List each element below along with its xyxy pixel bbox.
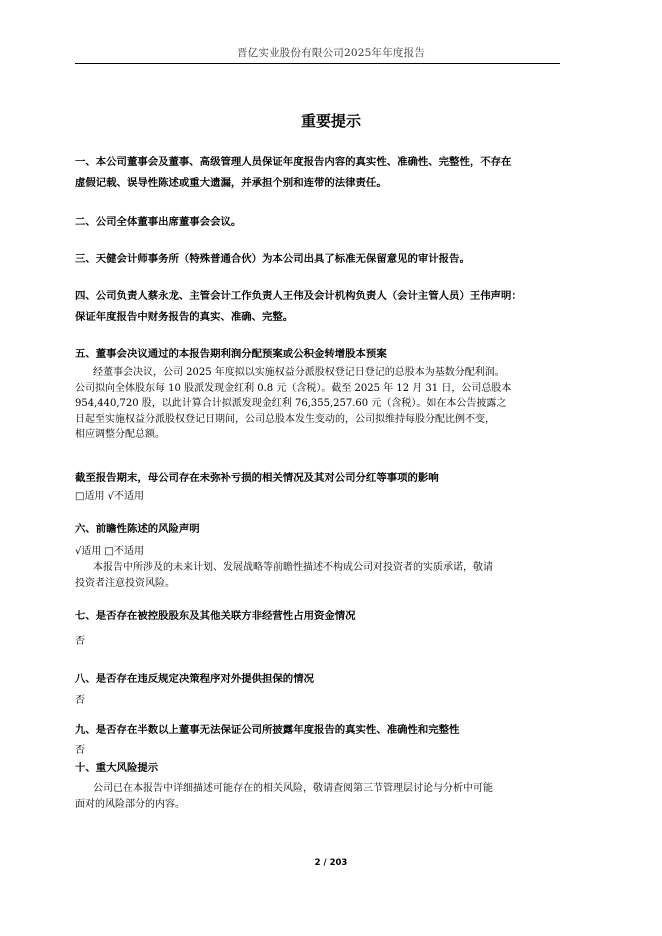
header-divider: [75, 63, 560, 64]
section-6-heading: 六、前瞻性陈述的风险声明: [75, 523, 200, 535]
page-number: 2 / 203: [314, 858, 348, 868]
section-10-line-2: 面对的风险部分的内容。: [75, 798, 185, 810]
section-10: [75, 758, 562, 812]
section-5-line-2: 公司拟向全体股东每 10 股派发现金红利 0.8 元（含税）。截至 2025 年 12 月 31 日，公司总股本: [75, 382, 512, 394]
section-8-heading: 八、是否存在违反规定决策程序对外提供担保的情况: [75, 673, 314, 685]
section-5-line-3: 954,440,720 股，以此计算合计拟派发现金红利 76,355,257.60 元（含税）。如在本公告披露之: [75, 398, 507, 409]
section-1-line-2: 虚假记载、误导性陈述或重大遗漏，并承担个别和连带的法律责任。: [75, 177, 387, 189]
section-6-line-2: 投资者注意投资风险。: [75, 577, 175, 589]
section-8-answer: 否: [75, 695, 85, 706]
section-9-answer: 否: [75, 745, 85, 756]
section-10-heading: 十、重大风险提示: [75, 762, 159, 774]
section-5: [75, 344, 562, 443]
section-8: [75, 669, 562, 709]
section-1: [75, 152, 562, 194]
applicability-options: □适用 √不适用: [75, 491, 144, 502]
section-5-line-1: 经董事会决议，公司 2025 年度拟以实施权益分派股权登记日登记的总股本为基数分配利润。: [93, 367, 505, 378]
section-7-heading: 七、是否存在被控股股东及其他关联方非经营性占用资金情况: [75, 610, 356, 622]
section-7-answer: 否: [75, 636, 85, 647]
running-header: 晋亿实业股份有限公司2025年年度报告: [236, 47, 426, 59]
page-title: 重要提示: [300, 112, 361, 130]
section-5-line-4: 日起至实施权益分派股权登记日期间，公司总股本发生变动的，公司拟维持每股分配比例不变，: [75, 413, 495, 425]
section-4: [75, 286, 562, 328]
section-6-line-1: 本报告中所涉及的未来计划、发展战略等前瞻性描述不构成公司对投资者的实质承诺，敬请: [93, 562, 493, 573]
section-5-line-5: 相应调整分配总额。: [75, 429, 165, 440]
section-9-heading: 九、是否存在半数以上董事无法保证公司所披露年度报告的真实性、准确性和完整性: [75, 724, 460, 736]
section-3-line-1: 三、天健会计师事务所（特殊普通合伙）为本公司出具了标准无保留意见的审计报告。: [75, 253, 470, 265]
section-5b-heading: 截至报告期末，母公司存在未弥补亏损的相关情况及其对公司分红等事项的影响: [75, 472, 439, 484]
section-4-line-2: 保证年度报告中财务报告的真实、准确、完整。: [75, 311, 294, 323]
section-3: [75, 249, 562, 270]
section-4-line-1: 四、公司负责人蔡永龙、主管会计工作负责人王伟及会计机构负责人（会计主管人员）王伟声明：: [75, 290, 522, 302]
section-6: [75, 519, 562, 591]
section-7: [75, 606, 562, 650]
section-10-line-1: 公司已在本报告中详细描述可能存在的相关风险，敬请查阅第三节管理层讨论与分析中可能: [93, 783, 493, 794]
section-2-line-1: 二、公司全体董事出席董事会会议。: [75, 216, 242, 228]
section-5-heading: 五、董事会决议通过的本报告期利润分配预案或公积金转增股本预案: [75, 348, 387, 360]
section-2: [75, 212, 562, 233]
section-9: [75, 720, 562, 759]
applicability-options: √适用 □不适用: [75, 546, 144, 557]
section-5b: [75, 468, 562, 505]
section-1-line-1: 一、本公司董事会及董事、高级管理人员保证年度报告内容的真实性、准确性、完整性，不存在: [75, 156, 512, 168]
